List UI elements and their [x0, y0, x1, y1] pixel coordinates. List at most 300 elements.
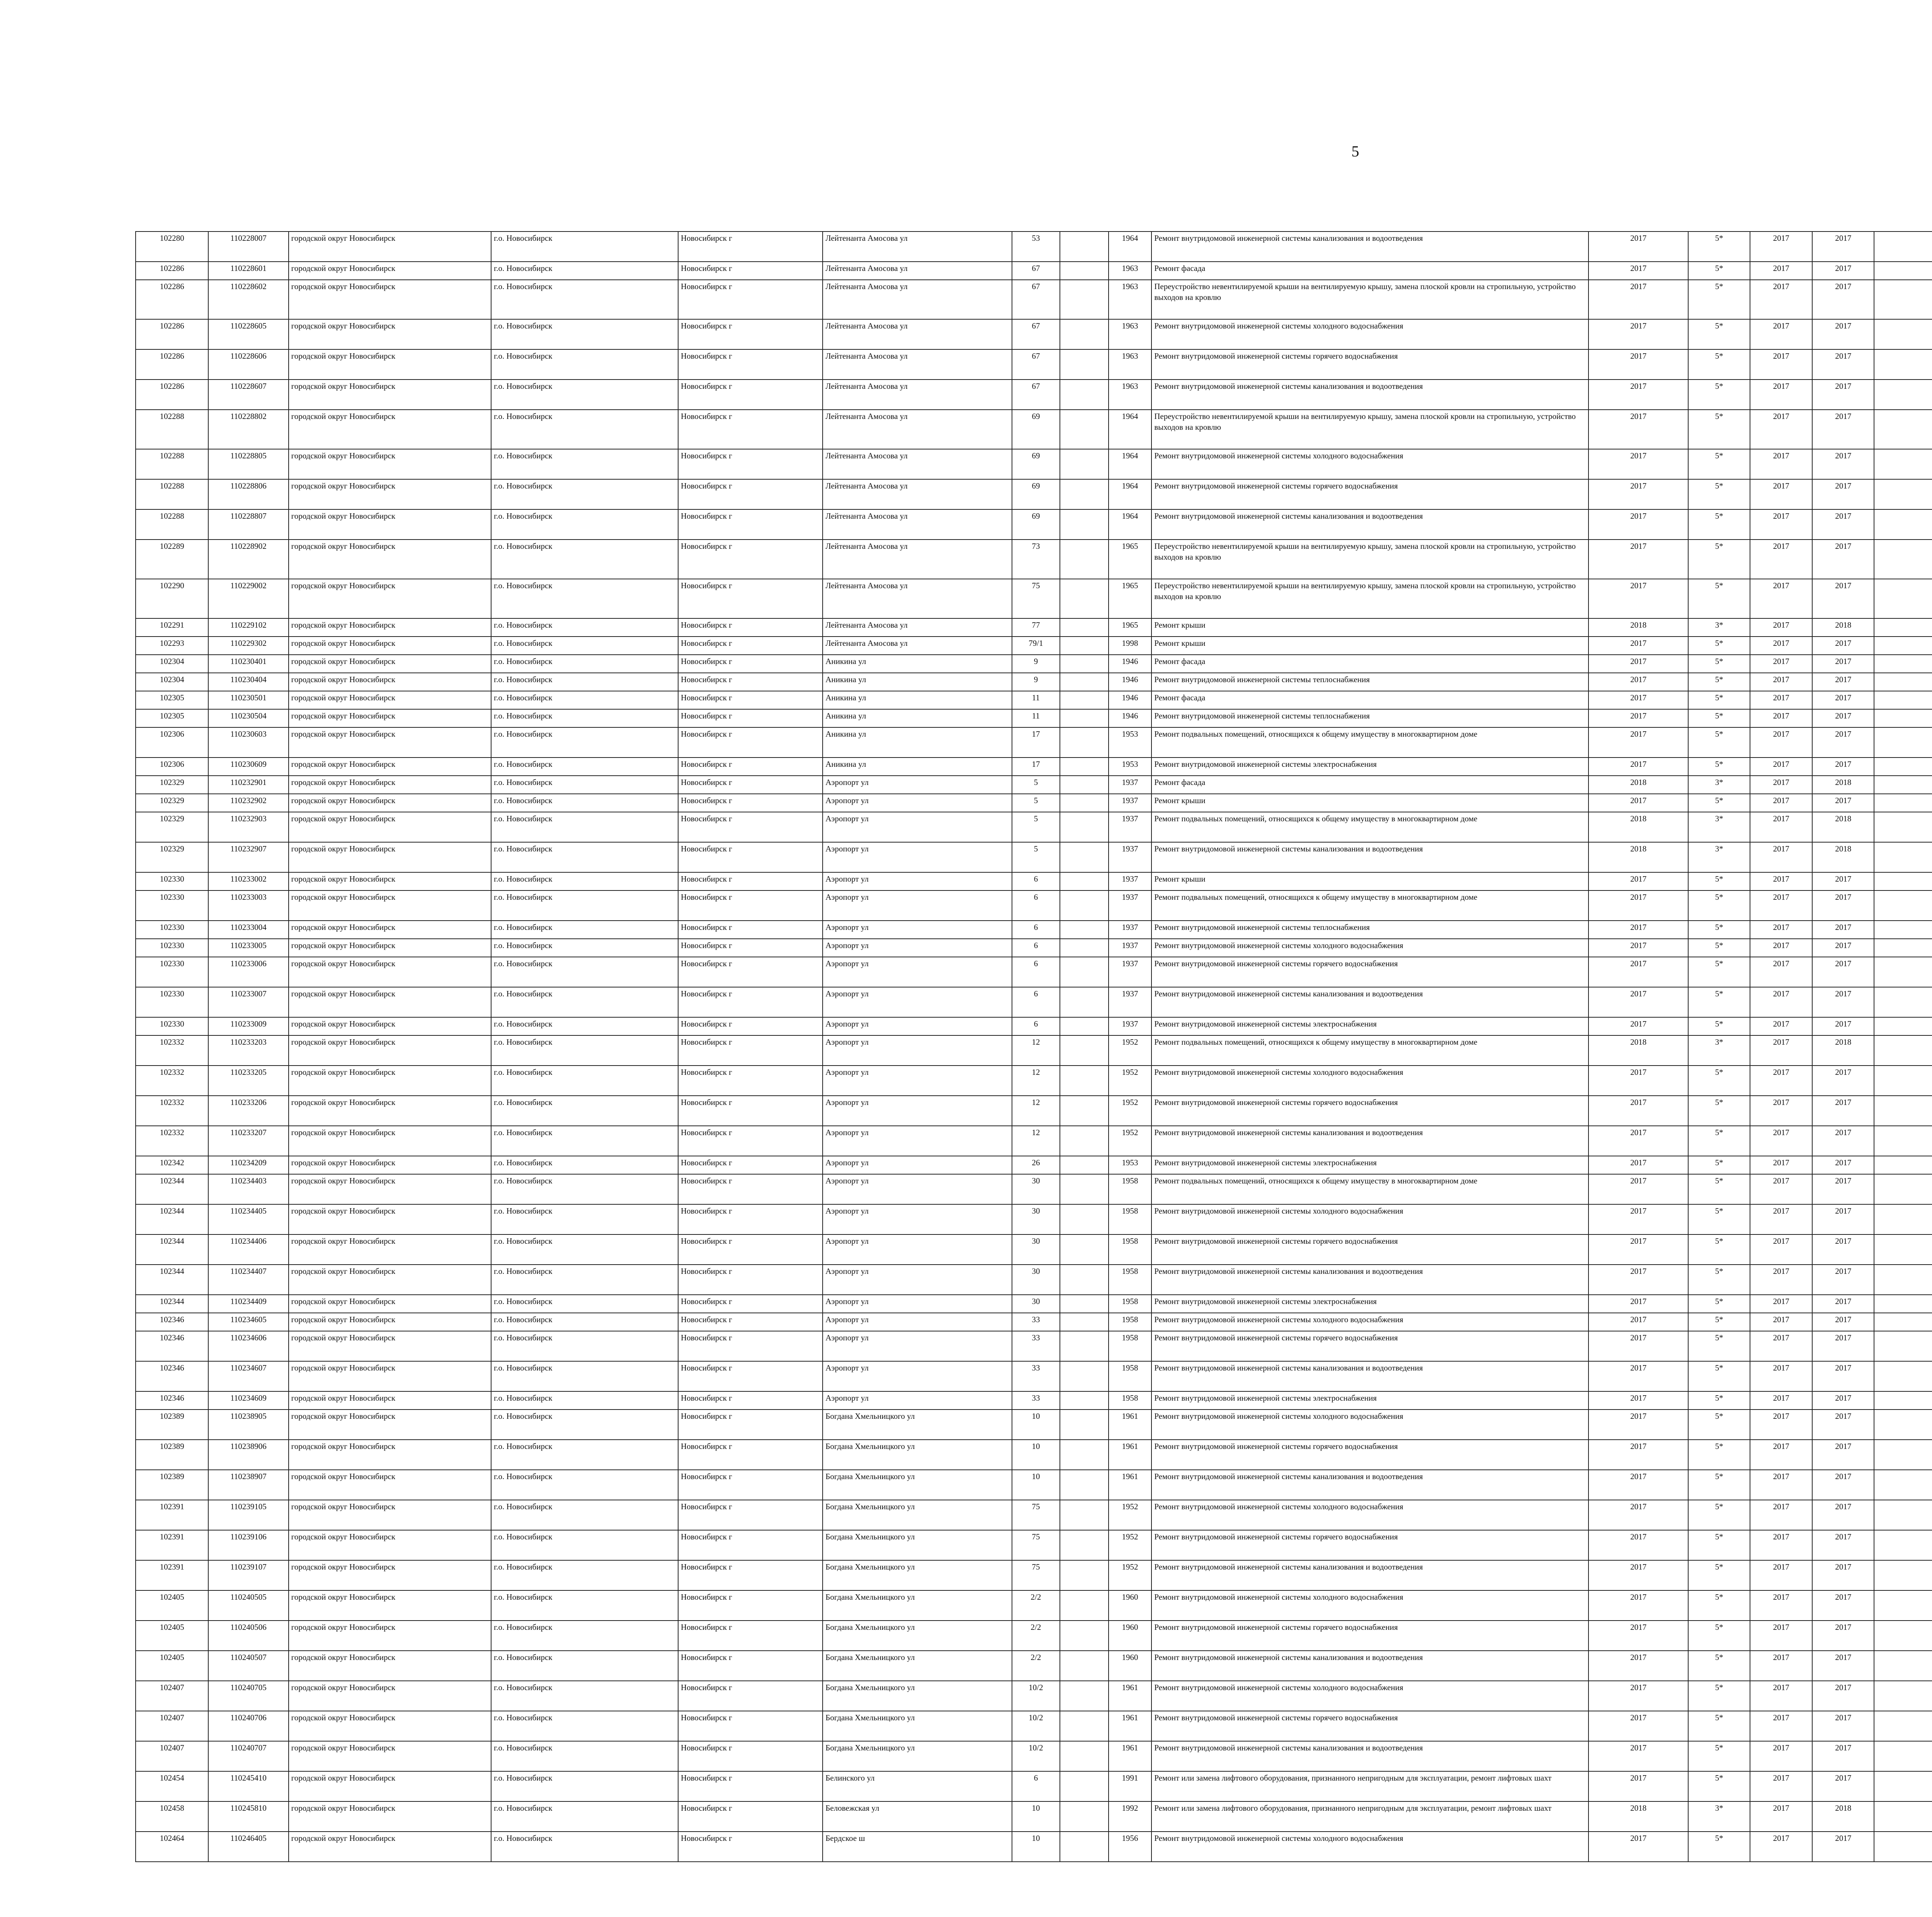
cell-end-year: 2017 [1812, 1711, 1874, 1741]
cell-house-number: 12 [1012, 1066, 1060, 1096]
cell-start-year: 2017 [1750, 1741, 1813, 1771]
cell-start-year: 2017 [1750, 1017, 1813, 1035]
cell-settlement: Новосибирск г [678, 1530, 823, 1560]
cell-settlement: Новосибирск г [678, 319, 823, 349]
cell-plan-year: 2017 [1588, 758, 1688, 776]
cell-plan-year: 2017 [1588, 232, 1688, 262]
cell-municipality: городской округ Новосибирск [289, 1156, 491, 1174]
cell-house-number: 5 [1012, 842, 1060, 872]
cell-urban-district: г.о. Новосибирск [491, 1391, 678, 1410]
cell-priority: 5* [1688, 280, 1750, 319]
cell-urban-district: г.о. Новосибирск [491, 890, 678, 921]
table-row [136, 579, 1932, 618]
cell-end-year: 2017 [1812, 1681, 1874, 1711]
cell-house-number: 33 [1012, 1361, 1060, 1391]
cell-municipality: городской округ Новосибирск [289, 1801, 491, 1832]
table-row [136, 1470, 1932, 1500]
cell-building [1060, 842, 1109, 872]
cell-house-number: 5 [1012, 776, 1060, 794]
cell-urban-district: г.о. Новосибирск [491, 1651, 678, 1681]
cell-house-id: 102332 [136, 1035, 208, 1066]
cell-plan-year: 2017 [1588, 1126, 1688, 1156]
cell-priority: 5* [1688, 1470, 1750, 1500]
table-row [136, 691, 1932, 709]
cell-urban-district: г.о. Новосибирск [491, 1560, 678, 1590]
table-row [136, 1711, 1932, 1741]
cell-settlement: Новосибирск г [678, 709, 823, 727]
cell-street: Лейтенанта Амосова ул [823, 380, 1012, 410]
cell-house-id: 102391 [136, 1530, 208, 1560]
cell-record-id: 110233203 [208, 1035, 288, 1066]
cell-build-year: 1953 [1109, 727, 1152, 758]
cell-build-year: 1956 [1109, 1832, 1152, 1862]
cell-plan-year: 2018 [1588, 842, 1688, 872]
cell-record-id: 110234607 [208, 1361, 288, 1391]
cell-plan-year: 2017 [1588, 691, 1688, 709]
cell-start-year: 2017 [1750, 1331, 1813, 1361]
cell-total-cost [1874, 410, 1932, 449]
cell-municipality: городской округ Новосибирск [289, 1066, 491, 1096]
cell-house-number: 10 [1012, 1440, 1060, 1470]
cell-plan-year: 2017 [1588, 349, 1688, 380]
cell-urban-district: г.о. Новосибирск [491, 262, 678, 280]
cell-total-cost [1874, 319, 1932, 349]
cell-start-year: 2017 [1750, 1410, 1813, 1440]
cell-street: Аэропорт ул [823, 1204, 1012, 1234]
cell-build-year: 1952 [1109, 1560, 1152, 1590]
cell-municipality: городской округ Новосибирск [289, 349, 491, 380]
cell-record-id: 110233007 [208, 987, 288, 1017]
cell-house-number: 10/2 [1012, 1711, 1060, 1741]
cell-record-id: 110234409 [208, 1295, 288, 1313]
capital-repair-register-table [135, 231, 1932, 1862]
cell-work-type: Ремонт или замена лифтового оборудования, признанного непригодным для эксплуатации, ремонт лифтовых шахт [1151, 1771, 1588, 1801]
cell-work-type: Ремонт внутридомовой инженерной системы канализования и водоотведения [1151, 1126, 1588, 1156]
cell-total-cost [1874, 691, 1932, 709]
cell-priority: 5* [1688, 579, 1750, 618]
cell-end-year: 2018 [1812, 1801, 1874, 1832]
cell-plan-year: 2017 [1588, 319, 1688, 349]
cell-end-year: 2017 [1812, 939, 1874, 957]
cell-settlement: Новосибирск г [678, 1361, 823, 1391]
cell-building [1060, 1361, 1109, 1391]
cell-build-year: 1961 [1109, 1440, 1152, 1470]
table-row [136, 842, 1932, 872]
cell-priority: 5* [1688, 957, 1750, 987]
cell-urban-district: г.о. Новосибирск [491, 1440, 678, 1470]
cell-priority: 5* [1688, 655, 1750, 673]
cell-house-number: 53 [1012, 232, 1060, 262]
cell-building [1060, 280, 1109, 319]
cell-start-year: 2017 [1750, 872, 1813, 890]
cell-urban-district: г.о. Новосибирск [491, 1295, 678, 1313]
table-row [136, 709, 1932, 727]
cell-house-id: 102389 [136, 1470, 208, 1500]
cell-house-id: 102407 [136, 1711, 208, 1741]
cell-priority: 5* [1688, 1500, 1750, 1530]
cell-start-year: 2017 [1750, 691, 1813, 709]
table-row [136, 1410, 1932, 1440]
cell-urban-district: г.о. Новосибирск [491, 319, 678, 349]
cell-build-year: 1964 [1109, 410, 1152, 449]
cell-house-number: 30 [1012, 1234, 1060, 1265]
cell-end-year: 2017 [1812, 758, 1874, 776]
table-row [136, 1560, 1932, 1590]
cell-record-id: 110233006 [208, 957, 288, 987]
cell-total-cost [1874, 1265, 1932, 1295]
cell-total-cost [1874, 280, 1932, 319]
cell-build-year: 1953 [1109, 1156, 1152, 1174]
cell-house-number: 67 [1012, 319, 1060, 349]
cell-end-year: 2017 [1812, 1771, 1874, 1801]
cell-record-id: 110228802 [208, 410, 288, 449]
cell-build-year: 1961 [1109, 1741, 1152, 1771]
cell-street: Аэропорт ул [823, 987, 1012, 1017]
cell-build-year: 1946 [1109, 655, 1152, 673]
cell-record-id: 110228805 [208, 449, 288, 479]
cell-end-year: 2017 [1812, 1410, 1874, 1440]
cell-build-year: 1960 [1109, 1590, 1152, 1621]
cell-municipality: городской округ Новосибирск [289, 890, 491, 921]
cell-priority: 5* [1688, 1681, 1750, 1711]
cell-priority: 3* [1688, 812, 1750, 842]
cell-building [1060, 1204, 1109, 1234]
cell-building [1060, 618, 1109, 637]
cell-building [1060, 1035, 1109, 1066]
cell-settlement: Новосибирск г [678, 1331, 823, 1361]
cell-municipality: городской округ Новосибирск [289, 709, 491, 727]
cell-municipality: городской округ Новосибирск [289, 380, 491, 410]
cell-building [1060, 758, 1109, 776]
cell-work-type: Ремонт подвальных помещений, относящихся к общему имуществу в многоквартирном доме [1151, 1035, 1588, 1066]
cell-building [1060, 1771, 1109, 1801]
cell-house-number: 10 [1012, 1410, 1060, 1440]
cell-municipality: городской округ Новосибирск [289, 1440, 491, 1470]
cell-house-id: 102389 [136, 1410, 208, 1440]
cell-start-year: 2017 [1750, 1651, 1813, 1681]
cell-street: Богдана Хмельницкого ул [823, 1500, 1012, 1530]
cell-municipality: городской округ Новосибирск [289, 987, 491, 1017]
cell-end-year: 2017 [1812, 1313, 1874, 1331]
cell-build-year: 1963 [1109, 349, 1152, 380]
cell-priority: 5* [1688, 1651, 1750, 1681]
cell-street: Аэропорт ул [823, 957, 1012, 987]
cell-house-id: 102288 [136, 410, 208, 449]
cell-start-year: 2017 [1750, 939, 1813, 957]
table-row [136, 1361, 1932, 1391]
cell-urban-district: г.о. Новосибирск [491, 1590, 678, 1621]
cell-start-year: 2017 [1750, 349, 1813, 380]
cell-priority: 5* [1688, 1126, 1750, 1156]
cell-settlement: Новосибирск г [678, 1560, 823, 1590]
cell-house-id: 102329 [136, 794, 208, 812]
cell-municipality: городской округ Новосибирск [289, 509, 491, 540]
cell-build-year: 1937 [1109, 890, 1152, 921]
cell-work-type: Ремонт внутридомовой инженерной системы холодного водоснабжения [1151, 1832, 1588, 1862]
cell-settlement: Новосибирск г [678, 262, 823, 280]
cell-end-year: 2017 [1812, 890, 1874, 921]
cell-house-id: 102344 [136, 1295, 208, 1313]
cell-urban-district: г.о. Новосибирск [491, 794, 678, 812]
cell-house-id: 102286 [136, 280, 208, 319]
cell-record-id: 110232902 [208, 794, 288, 812]
cell-total-cost [1874, 1361, 1932, 1391]
cell-street: Лейтенанта Амосова ул [823, 319, 1012, 349]
cell-municipality: городской округ Новосибирск [289, 618, 491, 637]
cell-priority: 5* [1688, 1204, 1750, 1234]
cell-start-year: 2017 [1750, 1391, 1813, 1410]
cell-municipality: городской округ Новосибирск [289, 1681, 491, 1711]
cell-settlement: Новосибирск г [678, 1681, 823, 1711]
cell-urban-district: г.о. Новосибирск [491, 579, 678, 618]
cell-record-id: 110239107 [208, 1560, 288, 1590]
cell-end-year: 2017 [1812, 957, 1874, 987]
cell-build-year: 1937 [1109, 842, 1152, 872]
cell-street: Богдана Хмельницкого ул [823, 1621, 1012, 1651]
table-row [136, 637, 1932, 655]
cell-build-year: 1961 [1109, 1711, 1152, 1741]
cell-street: Аэропорт ул [823, 1391, 1012, 1410]
cell-settlement: Новосибирск г [678, 479, 823, 509]
cell-priority: 5* [1688, 1017, 1750, 1035]
cell-urban-district: г.о. Новосибирск [491, 987, 678, 1017]
cell-urban-district: г.о. Новосибирск [491, 1470, 678, 1500]
cell-house-number: 75 [1012, 1500, 1060, 1530]
cell-work-type: Ремонт внутридомовой инженерной системы холодного водоснабжения [1151, 1500, 1588, 1530]
cell-plan-year: 2017 [1588, 1711, 1688, 1741]
cell-start-year: 2017 [1750, 1265, 1813, 1295]
cell-urban-district: г.о. Новосибирск [491, 1313, 678, 1331]
cell-municipality: городской округ Новосибирск [289, 691, 491, 709]
table-row [136, 479, 1932, 509]
cell-record-id: 110232907 [208, 842, 288, 872]
cell-settlement: Новосибирск г [678, 727, 823, 758]
cell-building [1060, 655, 1109, 673]
cell-priority: 5* [1688, 509, 1750, 540]
cell-municipality: городской округ Новосибирск [289, 319, 491, 349]
cell-building [1060, 509, 1109, 540]
cell-priority: 5* [1688, 319, 1750, 349]
cell-house-id: 102332 [136, 1096, 208, 1126]
table-row [136, 618, 1932, 637]
cell-settlement: Новосибирск г [678, 449, 823, 479]
cell-total-cost [1874, 1711, 1932, 1741]
cell-municipality: городской округ Новосибирск [289, 1470, 491, 1500]
cell-house-id: 102454 [136, 1771, 208, 1801]
cell-end-year: 2017 [1812, 1621, 1874, 1651]
cell-urban-district: г.о. Новосибирск [491, 1801, 678, 1832]
cell-total-cost [1874, 794, 1932, 812]
cell-house-id: 102306 [136, 758, 208, 776]
cell-house-id: 102304 [136, 655, 208, 673]
cell-build-year: 1958 [1109, 1331, 1152, 1361]
cell-settlement: Новосибирск г [678, 1234, 823, 1265]
cell-end-year: 2017 [1812, 232, 1874, 262]
cell-plan-year: 2017 [1588, 1204, 1688, 1234]
cell-house-number: 30 [1012, 1204, 1060, 1234]
cell-building [1060, 637, 1109, 655]
cell-house-id: 102304 [136, 673, 208, 691]
cell-street: Аэропорт ул [823, 1265, 1012, 1295]
cell-street: Аэропорт ул [823, 1096, 1012, 1126]
cell-settlement: Новосибирск г [678, 349, 823, 380]
table-row [136, 1771, 1932, 1801]
cell-priority: 5* [1688, 1265, 1750, 1295]
cell-building [1060, 1313, 1109, 1331]
cell-start-year: 2017 [1750, 1711, 1813, 1741]
cell-building [1060, 1440, 1109, 1470]
cell-building [1060, 1066, 1109, 1096]
cell-municipality: городской округ Новосибирск [289, 479, 491, 509]
cell-settlement: Новосибирск г [678, 1500, 823, 1530]
cell-end-year: 2017 [1812, 380, 1874, 410]
cell-priority: 5* [1688, 1590, 1750, 1621]
cell-end-year: 2017 [1812, 987, 1874, 1017]
cell-priority: 3* [1688, 842, 1750, 872]
cell-settlement: Новосибирск г [678, 673, 823, 691]
cell-plan-year: 2017 [1588, 579, 1688, 618]
cell-house-number: 6 [1012, 872, 1060, 890]
cell-urban-district: г.о. Новосибирск [491, 1711, 678, 1741]
cell-building [1060, 691, 1109, 709]
cell-build-year: 1991 [1109, 1771, 1152, 1801]
cell-house-id: 102405 [136, 1621, 208, 1651]
cell-settlement: Новосибирск г [678, 655, 823, 673]
cell-priority: 5* [1688, 1313, 1750, 1331]
cell-plan-year: 2017 [1588, 1361, 1688, 1391]
cell-street: Аэропорт ул [823, 794, 1012, 812]
cell-start-year: 2017 [1750, 1313, 1813, 1331]
cell-work-type: Ремонт внутридомовой инженерной системы холодного водоснабжения [1151, 449, 1588, 479]
cell-house-number: 10 [1012, 1832, 1060, 1862]
cell-street: Богдана Хмельницкого ул [823, 1741, 1012, 1771]
cell-building [1060, 1017, 1109, 1035]
cell-house-number: 11 [1012, 691, 1060, 709]
cell-house-number: 2/2 [1012, 1651, 1060, 1681]
cell-total-cost [1874, 380, 1932, 410]
cell-house-number: 6 [1012, 957, 1060, 987]
cell-end-year: 2017 [1812, 1017, 1874, 1035]
cell-build-year: 1937 [1109, 1017, 1152, 1035]
cell-work-type: Ремонт внутридомовой инженерной системы канализования и водоотведения [1151, 509, 1588, 540]
cell-build-year: 1965 [1109, 540, 1152, 579]
cell-build-year: 1963 [1109, 280, 1152, 319]
cell-building [1060, 1265, 1109, 1295]
table-row [136, 776, 1932, 794]
cell-priority: 5* [1688, 1096, 1750, 1126]
cell-building [1060, 579, 1109, 618]
cell-start-year: 2017 [1750, 1234, 1813, 1265]
cell-end-year: 2017 [1812, 540, 1874, 579]
cell-building [1060, 1560, 1109, 1590]
cell-municipality: городской округ Новосибирск [289, 957, 491, 987]
table-row [136, 727, 1932, 758]
cell-municipality: городской округ Новосибирск [289, 758, 491, 776]
table-body [136, 232, 1932, 1862]
cell-build-year: 1946 [1109, 673, 1152, 691]
cell-build-year: 1964 [1109, 509, 1152, 540]
cell-plan-year: 2017 [1588, 709, 1688, 727]
cell-building [1060, 921, 1109, 939]
cell-urban-district: г.о. Новосибирск [491, 1035, 678, 1066]
cell-house-number: 79/1 [1012, 637, 1060, 655]
cell-street: Аэропорт ул [823, 921, 1012, 939]
cell-work-type: Ремонт внутридомовой инженерной системы канализования и водоотведения [1151, 1470, 1588, 1500]
cell-house-id: 102291 [136, 618, 208, 637]
cell-urban-district: г.о. Новосибирск [491, 637, 678, 655]
cell-work-type: Ремонт внутридомовой инженерной системы канализования и водоотведения [1151, 1265, 1588, 1295]
cell-work-type: Переустройство невентилируемой крыши на вентилируемую крышу, замена плоской кровли на стропильную, устройство выходов на кровлю [1151, 280, 1588, 319]
cell-building [1060, 262, 1109, 280]
cell-street: Богдана Хмельницкого ул [823, 1590, 1012, 1621]
cell-record-id: 110233205 [208, 1066, 288, 1096]
cell-house-id: 102329 [136, 842, 208, 872]
cell-work-type: Ремонт или замена лифтового оборудования, признанного непригодным для эксплуатации, ремонт лифтовых шахт [1151, 1801, 1588, 1832]
cell-build-year: 1961 [1109, 1410, 1152, 1440]
cell-building [1060, 1410, 1109, 1440]
cell-end-year: 2017 [1812, 1295, 1874, 1313]
cell-street: Лейтенанта Амосова ул [823, 618, 1012, 637]
cell-street: Аэропорт ул [823, 1126, 1012, 1156]
cell-total-cost [1874, 1174, 1932, 1204]
table-row [136, 1066, 1932, 1096]
cell-total-cost [1874, 921, 1932, 939]
cell-work-type: Ремонт внутридомовой инженерной системы канализования и водоотведения [1151, 1361, 1588, 1391]
cell-settlement: Новосибирск г [678, 957, 823, 987]
cell-build-year: 1963 [1109, 380, 1152, 410]
cell-house-number: 5 [1012, 812, 1060, 842]
cell-street: Богдана Хмельницкого ул [823, 1681, 1012, 1711]
cell-street: Аникина ул [823, 758, 1012, 776]
cell-urban-district: г.о. Новосибирск [491, 776, 678, 794]
cell-urban-district: г.о. Новосибирск [491, 842, 678, 872]
table-row [136, 1331, 1932, 1361]
cell-start-year: 2017 [1750, 1832, 1813, 1862]
cell-end-year: 2017 [1812, 673, 1874, 691]
cell-municipality: городской округ Новосибирск [289, 1035, 491, 1066]
cell-street: Аэропорт ул [823, 842, 1012, 872]
cell-record-id: 110228806 [208, 479, 288, 509]
cell-urban-district: г.о. Новосибирск [491, 479, 678, 509]
cell-house-id: 102329 [136, 776, 208, 794]
cell-total-cost [1874, 709, 1932, 727]
cell-plan-year: 2017 [1588, 1530, 1688, 1560]
cell-street: Богдана Хмельницкого ул [823, 1530, 1012, 1560]
cell-total-cost [1874, 1391, 1932, 1410]
cell-settlement: Новосибирск г [678, 987, 823, 1017]
table-row [136, 232, 1932, 262]
cell-work-type: Ремонт крыши [1151, 872, 1588, 890]
cell-street: Белинского ул [823, 1771, 1012, 1801]
cell-street: Богдана Хмельницкого ул [823, 1440, 1012, 1470]
cell-work-type: Ремонт внутридомовой инженерной системы холодного водоснабжения [1151, 1066, 1588, 1096]
cell-street: Лейтенанта Амосова ул [823, 449, 1012, 479]
cell-building [1060, 1295, 1109, 1313]
cell-start-year: 2017 [1750, 618, 1813, 637]
cell-start-year: 2017 [1750, 1035, 1813, 1066]
cell-building [1060, 1500, 1109, 1530]
cell-building [1060, 1801, 1109, 1832]
cell-settlement: Новосибирск г [678, 1391, 823, 1410]
cell-build-year: 1965 [1109, 579, 1152, 618]
cell-start-year: 2017 [1750, 1500, 1813, 1530]
cell-urban-district: г.о. Новосибирск [491, 758, 678, 776]
cell-house-number: 6 [1012, 987, 1060, 1017]
cell-urban-district: г.о. Новосибирск [491, 1331, 678, 1361]
cell-end-year: 2017 [1812, 921, 1874, 939]
cell-priority: 5* [1688, 637, 1750, 655]
cell-street: Аэропорт ул [823, 1295, 1012, 1313]
